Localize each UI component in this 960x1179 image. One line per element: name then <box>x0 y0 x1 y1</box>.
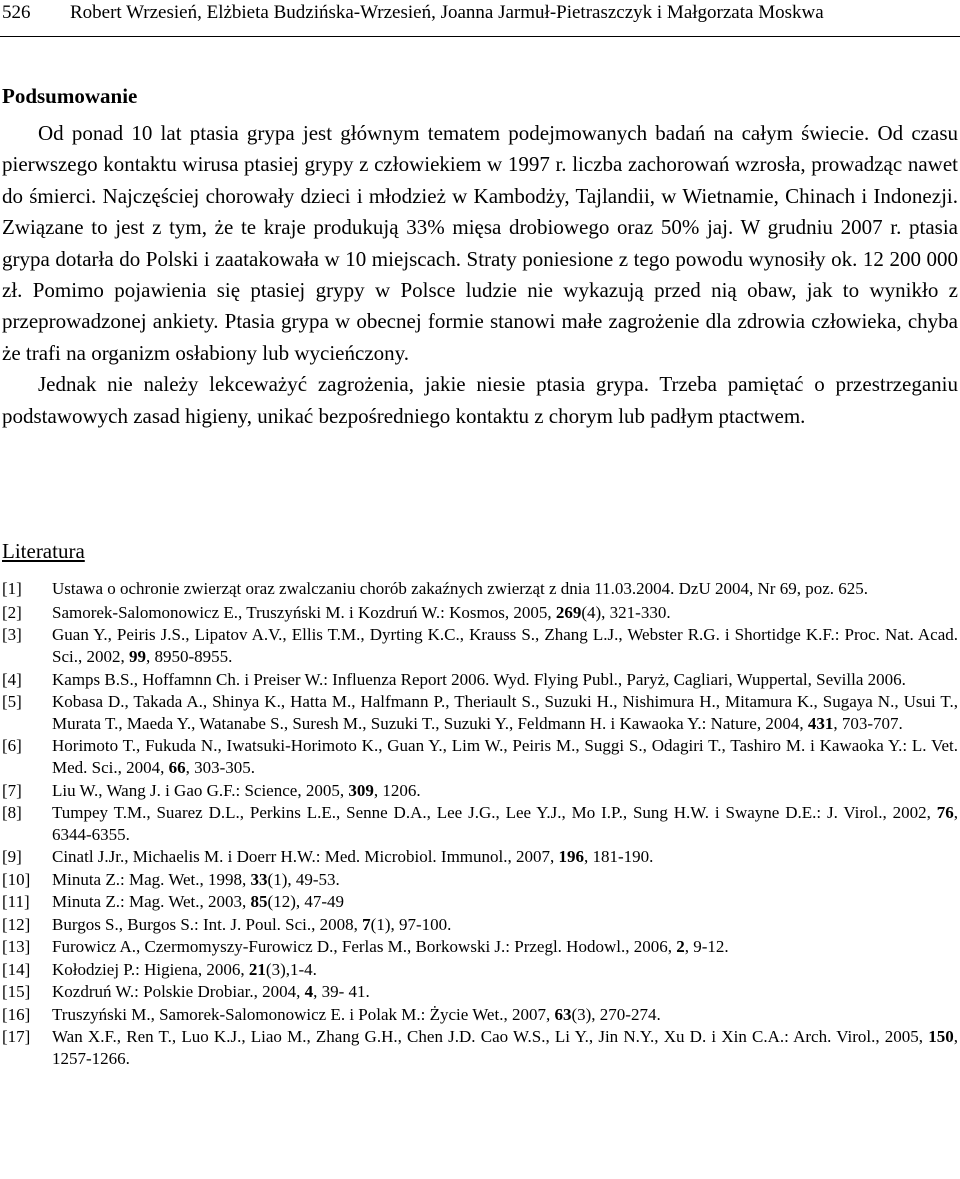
reference-volume: 99 <box>128 647 146 667</box>
reference-text: Samorek-Salomonowicz E., Truszyński M. i Kozdruń W.: Kosmos, 2005, <box>52 602 556 622</box>
reference-item <box>2 602 958 624</box>
reference-number: [4] <box>2 669 22 689</box>
reference-text: Truszyński M., Samorek-Salomonowicz E. i Polak M.: Życie Wet., 2007, <box>52 1004 555 1024</box>
section-title-literature: Literatura <box>2 539 85 563</box>
reference-pages: , 703-707. <box>833 713 903 733</box>
section-title-summary: Podsumowanie <box>2 84 138 108</box>
reference-pages: , 303-305. <box>185 758 256 778</box>
reference-item <box>2 869 958 891</box>
reference-number: [16] <box>2 1004 31 1024</box>
reference-number: [2] <box>2 602 22 622</box>
reference-number: [14] <box>2 959 31 979</box>
reference-volume: 150 <box>928 1027 954 1047</box>
reference-pages: (12), 47-49 <box>267 892 345 912</box>
reference-item <box>2 735 958 779</box>
reference-item <box>2 1026 958 1070</box>
reference-volume: 63 <box>554 1004 572 1024</box>
reference-text: Tumpey T.M., Suarez D.L., Perkins L.E., Senne D.A., Lee J.G., Lee Y.J., Mo I.P., Sung H.W. i Swayne D.E.: J. Virol., 2002, <box>52 803 937 823</box>
reference-number: [11] <box>2 892 30 912</box>
reference-item <box>2 914 958 936</box>
reference-pages: , 8950-8955. <box>145 647 233 667</box>
reference-item <box>2 578 958 600</box>
reference-pages: , 181-190. <box>584 847 654 867</box>
reference-item <box>2 936 958 958</box>
reference-number: [3] <box>2 625 22 645</box>
reference-text: Furowicz A., Czermomyszy-Furowicz D., Ferlas M., Borkowski J.: Przegl. Hodowl., 2006, <box>52 937 677 957</box>
reference-text: Kamps B.S., Hoffamnn Ch. i Preiser W.: Influenza Report 2006. Wyd. Flying Publ., Paryż, Cagliari, Wuppertal, Sevilla 2006. <box>52 669 906 689</box>
reference-text: Ustawa o ochronie zwierząt oraz zwalczaniu chorób zakaźnych zwierząt z dnia 11.03.2004. DzU 2004, Nr 69, poz. 625. <box>52 579 868 598</box>
reference-item <box>2 891 958 913</box>
reference-text: Liu W., Wang J. i Gao G.F.: Science, 2005, <box>52 780 349 800</box>
reference-number: [1] <box>2 579 22 598</box>
reference-pages: , 9-12. <box>684 937 729 957</box>
reference-pages: , 1206. <box>373 780 421 800</box>
reference-number: [7] <box>2 780 22 800</box>
reference-item <box>2 1004 958 1026</box>
reference-volume: 76 <box>936 803 954 823</box>
reference-text: Minuta Z.: Mag. Wet., 2003, <box>52 892 251 912</box>
reference-text: Cinatl J.Jr., Michaelis M. i Doerr H.W.: Med. Microbiol. Immunol., 2007, <box>52 847 559 867</box>
page-number: 526 <box>2 2 31 23</box>
summary-paragraph: Jednak nie należy lekceważyć zagrożenia, jakie niesie ptasia grypa. Trzeba pamiętać o przestrzeganiu podstawowych zasad higieny, unikać bezpośredniego kontaktu z chorym lub padłym ptactwem. <box>2 372 958 428</box>
reference-pages: (1), 97-100. <box>370 914 452 934</box>
reference-number: [12] <box>2 914 31 934</box>
reference-pages: , 39- 41. <box>313 982 370 1002</box>
reference-pages: (4), 321-330. <box>581 602 671 622</box>
reference-text: Horimoto T., Fukuda N., Iwatsuki-Horimoto K., Guan Y., Lim W., Peiris M., Suggi S., Odagiri T., Tashiro M. i Kawaoka Y.: L. Vet. Med. Sci., 2004, <box>52 736 958 778</box>
reference-item <box>2 624 958 668</box>
reference-volume: 85 <box>250 892 268 912</box>
reference-number: [10] <box>2 869 31 889</box>
reference-volume: 309 <box>348 780 374 800</box>
reference-number: [8] <box>2 803 22 823</box>
reference-volume: 21 <box>248 959 266 979</box>
reference-number: [17] <box>2 1027 31 1047</box>
reference-pages: , 6344-6355. <box>52 803 958 844</box>
reference-text: Burgos S., Burgos S.: Int. J. Poul. Sci., 2008, <box>52 914 363 934</box>
page-header <box>0 0 960 37</box>
reference-number: [15] <box>2 982 31 1002</box>
summary-paragraph: Od ponad 10 lat ptasia grypa jest głównym tematem podejmowanych badań na całym świecie. Od czasu pierwszego kontaktu wirusa ptasiej grypy z człowiekiem w 1997 r. liczba zachorowań wzrosła, prowadząc nawet do śmierci. Najczęściej chorowały dzieci i młodzież w Kambodży, Tajlandii, w Wietnamie, Chinach i Indonezji. Związane to jest z tym, że te kraje produkują 33% mięsa drobiowego oraz 50% jaj. W grudniu 2007 r. ptasia grypa dotarła do Polski i zaatakowała w 10 miejscach. Straty poniesione z tego powodu wynosiły ok. 12 200 000 zł. Pomimo pojawienia się ptasiej grypy w Polsce ludzie nie wykazują przed nią obaw, jak to wynikło z przeprowadzonej ankiety. Ptasia grypa w obecnej formie stanowi małe zagrożenie dla zdrowia człowieka, chyba że trafi na organizm osłabiony lub wycieńczony. <box>2 121 958 365</box>
reference-number: [13] <box>2 937 31 957</box>
reference-pages: (3),1-4. <box>265 959 317 979</box>
reference-item <box>2 780 958 802</box>
reference-number: [6] <box>2 736 22 756</box>
summary-body <box>2 118 958 432</box>
reference-text: Minuta Z.: Mag. Wet., 1998, <box>52 869 251 889</box>
running-head: Robert Wrzesień, Elżbieta Budzińska-Wrzesień, Joanna Jarmuł-Pietraszczyk i Małgorzata Moskwa <box>70 2 824 23</box>
reference-item <box>2 846 958 868</box>
reference-volume: 431 <box>807 713 834 733</box>
reference-text: Kobasa D., Takada A., Shinya K., Hatta M., Halfmann P., Theriault S., Suzuki H., Nishimura H., Mitamura K., Sugaya N., Usui T., Murata T., Maeda Y., Watanabe S., Suresh M., Suzuki T., Suzuki Y., Feldmann H. i Kawaoka Y.: Nature, 2004, <box>52 692 958 733</box>
reference-item <box>2 669 958 691</box>
reference-list <box>2 578 958 1071</box>
reference-volume: 33 <box>250 869 268 889</box>
reference-volume: 2 <box>676 937 685 957</box>
reference-text: Guan Y., Peiris J.S., Lipatov A.V., Ellis T.M., Dyrting K.C., Krauss S., Zhang L.J., Webster R.G. i Shortidge K.F.: Proc. Nat. Acad. Sci., 2002, <box>52 625 958 667</box>
reference-number: [5] <box>2 692 22 712</box>
reference-volume: 66 <box>168 758 186 778</box>
reference-text: Kołodziej P.: Higiena, 2006, <box>52 959 249 979</box>
reference-number: [9] <box>2 847 22 867</box>
reference-text: Kozdruń W.: Polskie Drobiar., 2004, <box>52 982 305 1002</box>
reference-item <box>2 981 958 1003</box>
reference-volume: 269 <box>555 602 582 622</box>
reference-item <box>2 691 958 735</box>
reference-volume: 7 <box>362 914 371 934</box>
reference-volume: 4 <box>304 982 314 1002</box>
reference-item <box>2 802 958 846</box>
reference-text: Wan X.F., Ren T., Luo K.J., Liao M., Zhang G.H., Chen J.D. Cao W.S., Li Y., Jin N.Y., Xu D. i Xin C.A.: Arch. Virol., 2005, <box>52 1027 929 1047</box>
reference-volume: 196 <box>558 847 584 867</box>
reference-pages: (1), 49-53. <box>267 869 340 889</box>
reference-pages: , 1257-1266. <box>52 1027 958 1069</box>
reference-item <box>2 959 958 981</box>
reference-pages: (3), 270-274. <box>571 1004 661 1024</box>
